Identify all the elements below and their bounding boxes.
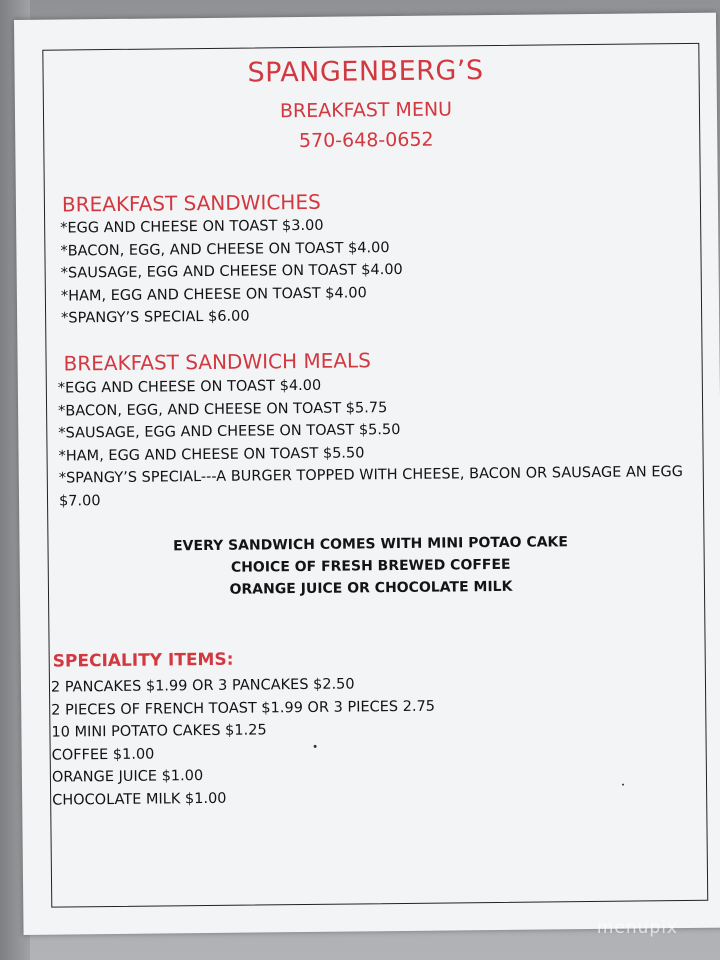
list-item: 2 PIECES OF FRENCH TOAST $1.99 OR 3 PIECES 2.75 <box>51 698 436 719</box>
list-item: *BACON, EGG, AND CHEESE ON TOAST $4.00 <box>60 239 390 260</box>
list-item: 10 MINI POTATO CAKES $1.25 <box>51 722 267 741</box>
sandwich-meals-list <box>58 371 684 513</box>
menu-subtitle: BREAKFAST MENU <box>279 98 453 123</box>
paper-speck <box>622 784 624 786</box>
menu-sheet <box>14 13 720 935</box>
list-item: *SPANGY’S SPECIAL $6.00 <box>61 308 250 327</box>
sandwich-meals-heading: BREAKFAST SANDWICH MEALS <box>63 348 371 376</box>
list-item: *HAM, EGG AND CHEESE ON TOAST $5.50 <box>58 445 365 465</box>
breakfast-sandwiches-heading: BREAKFAST SANDWICHES <box>61 189 321 217</box>
list-item: 2 PANCAKES $1.99 OR 3 PANCAKES $2.50 <box>50 676 355 696</box>
list-item: ORANGE JUICE $1.00 <box>51 768 204 787</box>
list-item: *SAUSAGE, EGG AND CHEESE ON TOAST $5.50 <box>58 422 401 442</box>
restaurant-name: SPANGENBERG’S <box>247 55 484 89</box>
list-item: *HAM, EGG AND CHEESE ON TOAST $4.00 <box>60 285 367 305</box>
note-line: EVERY SANDWICH COMES WITH MINI POTAO CAKE <box>172 534 569 555</box>
list-item: *SAUSAGE, EGG AND CHEESE ON TOAST $4.00 <box>60 262 403 282</box>
list-item: *EGG AND CHEESE ON TOAST $3.00 <box>60 217 324 237</box>
list-item: *SPANGY’S SPECIAL---A BURGER TOPPED WITH CHEESE, BACON OR SAUSAGE AN EGG <box>58 464 684 487</box>
list-item: COFFEE $1.00 <box>51 746 155 764</box>
list-item: *EGG AND CHEESE ON TOAST $4.00 <box>57 377 322 397</box>
paper-speck <box>314 745 317 748</box>
breakfast-sandwiches-list <box>60 214 403 331</box>
list-item: *BACON, EGG, AND CHEESE ON TOAST $5.75 <box>58 399 388 420</box>
list-item: CHOCOLATE MILK $1.00 <box>52 790 227 809</box>
speciality-items-list <box>51 673 436 813</box>
watermark-logo: menupix <box>596 918 678 938</box>
included-with-meal-note <box>19 530 720 603</box>
list-item: $7.00 <box>58 493 101 510</box>
phone-number: 570-648-0652 <box>298 128 434 153</box>
note-line: CHOICE OF FRESH BREWED COFFEE <box>230 556 511 576</box>
speciality-items-heading: SPECIALITY ITEMS: <box>52 649 234 672</box>
note-line: ORANGE JUICE OR CHOCOLATE MILK <box>229 578 513 598</box>
